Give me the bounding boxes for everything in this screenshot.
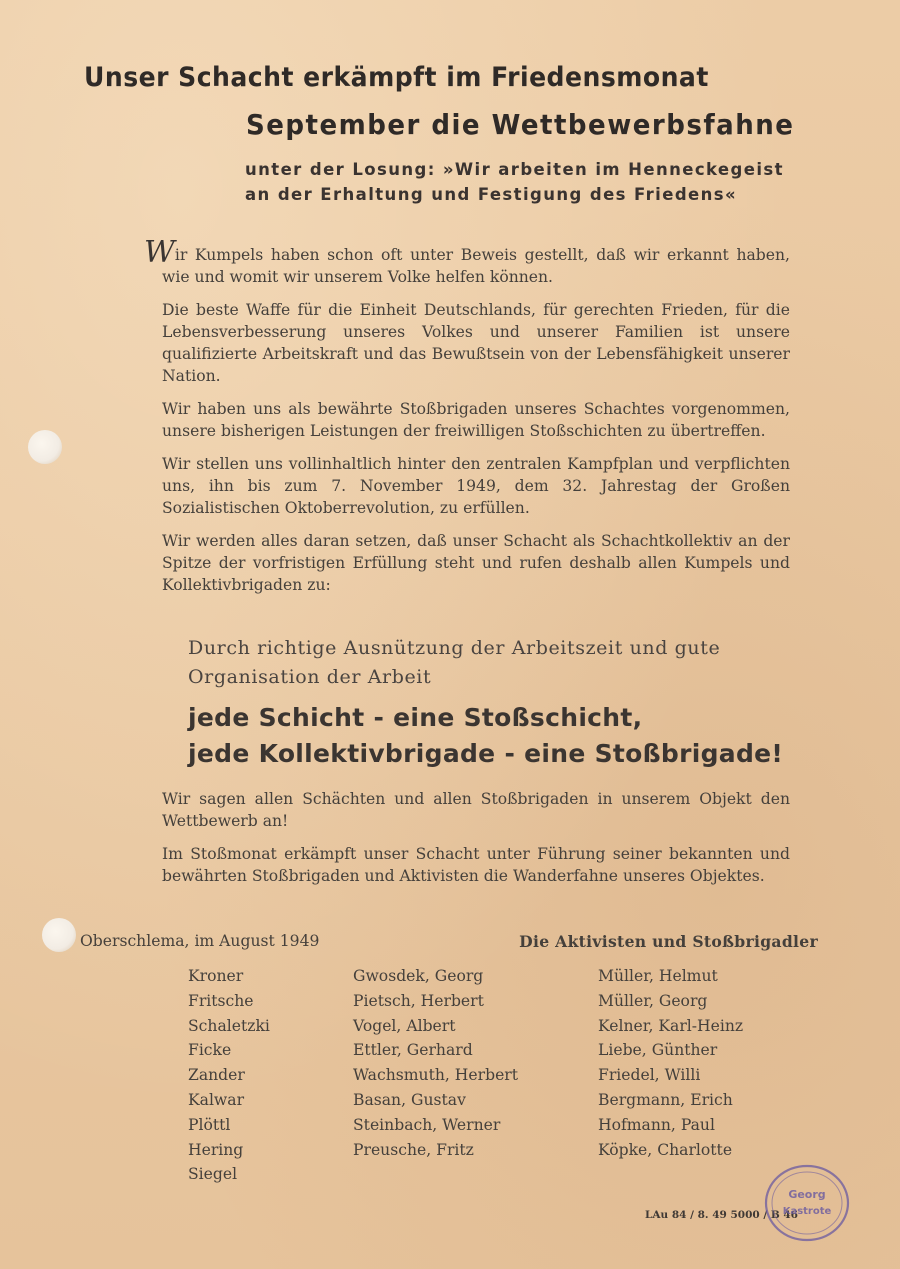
names-column-2 [353, 964, 518, 1162]
signer-name: Siegel [188, 1165, 238, 1184]
signer-name: Basan, Gustav [353, 1090, 466, 1109]
signer-name: Friedel, Willi [598, 1066, 701, 1085]
signer-name: Müller, Helmut [598, 967, 718, 985]
signer-name: Kroner [188, 967, 244, 985]
signer-name: Vogel, Albert [353, 1016, 456, 1035]
body-upper [144, 235, 790, 607]
paragraph-3: Wir haben uns als bewährte Stoßbrigaden unseres Schachtes vorgenommen, unsere bisherigen Leistungen der freiwilligen Stoßschichten zu übertreffen. [162, 400, 790, 440]
paragraph-6: Wir sagen allen Schächten und allen Stoßbrigaden in unserem Objekt den Wettbewerb an! [162, 790, 790, 830]
signer-name: Kalwar [188, 1090, 245, 1109]
signer-name: Wachsmuth, Herbert [353, 1066, 519, 1085]
callout [188, 634, 808, 692]
signer-name: Preusche, Fritz [353, 1140, 474, 1159]
paragraph-4: Wir stellen uns vollinhaltlich hinter den zentralen Kampfplan und verpflichten uns, ihn bis zum 7. November 1949, dem 32. Jahrestag der Großen Sozialistischen Oktoberrevolution, zu erfüllen. [162, 455, 790, 517]
paragraph-1-text: ir Kumpels haben schon oft unter Beweis gestellt, daß wir erkannt haben, wie und womit wir unserem Volke helfen können. [162, 246, 790, 286]
headline-line-2: September die Wettbewerbsfahne [246, 108, 795, 141]
signer-name: Zander [188, 1066, 245, 1085]
signer-name: Pietsch, Herbert [353, 991, 484, 1010]
punch-hole [28, 430, 62, 464]
signer-name: Bergmann, Erich [598, 1090, 733, 1109]
signer-name: Ettler, Gerhard [353, 1041, 473, 1060]
slogan-line-2: jede Kollektivbrigade - eine Stoßbrigade! [188, 739, 784, 768]
stamp-line-2: Kastrote [782, 1206, 832, 1217]
slogan [188, 700, 783, 772]
signer-name: Gwosdek, Georg [353, 967, 484, 985]
signers-heading: Die Aktivisten und Stoßbrigadler [519, 932, 818, 951]
headline-line-1: Unser Schacht erkämpft im Friedensmonat [84, 62, 709, 93]
punch-hole [42, 918, 76, 952]
signer-name: Ficke [188, 1041, 232, 1060]
stamp-line-1: Georg [788, 1188, 826, 1201]
motto-line-2: an der Erhaltung und Festigung des Friedens« [245, 185, 738, 204]
signer-name: Schaletzki [188, 1016, 270, 1035]
callout-line-1: Durch richtige Ausnützung der Arbeitszeit und gute [188, 637, 721, 659]
print-code: LAu 84 / 8. 49 5000 / B 46 [645, 1209, 798, 1221]
paragraph-7: Im Stoßmonat erkämpft unser Schacht unter Führung seiner bekannten und bewährten Stoßbrigaden und Aktivisten die Wanderfahne unseres Objektes. [162, 845, 790, 885]
signer-name: Liebe, Günther [598, 1041, 718, 1060]
names-column-1 [188, 964, 270, 1187]
signer-name: Kelner, Karl-Heinz [598, 1016, 744, 1035]
callout-line-2: Organisation der Arbeit [188, 666, 432, 688]
paragraph-1 [144, 235, 790, 288]
names-column-3 [598, 964, 743, 1162]
place-date: Oberschlema, im August 1949 [80, 932, 320, 950]
paragraph-5: Wir werden alles daran setzen, daß unser Schacht als Schachtkollektiv an der Spitze der vorfristigen Erfüllung steht und rufen deshalb allen Kumpels und Kollektivbrigaden zu: [162, 532, 790, 594]
signer-name: Steinbach, Werner [353, 1115, 501, 1134]
signer-name: Plöttl [188, 1115, 231, 1134]
archive-stamp [762, 1162, 852, 1244]
body-lower [162, 788, 790, 898]
signer-name: Hering [188, 1140, 244, 1159]
paragraph-2: Die beste Waffe für die Einheit Deutschlands, für gerechten Frieden, für die Lebensverbesserung unseres Volkes und unserer Familien ist unsere qualifizierte Arbeitskraft und das Bewußtsein von der Lebensfähigkeit unserer Nation. [162, 301, 790, 385]
signer-name: Fritsche [188, 991, 254, 1010]
slogan-line-1: jede Schicht - eine Stoßschicht, [188, 703, 643, 732]
signer-name: Hofmann, Paul [598, 1115, 715, 1134]
dropcap: W [144, 235, 175, 270]
signer-name: Müller, Georg [598, 991, 708, 1010]
motto-line-1: unter der Losung: »Wir arbeiten im Henneckegeist [245, 160, 784, 179]
signer-name: Köpke, Charlotte [598, 1140, 733, 1159]
